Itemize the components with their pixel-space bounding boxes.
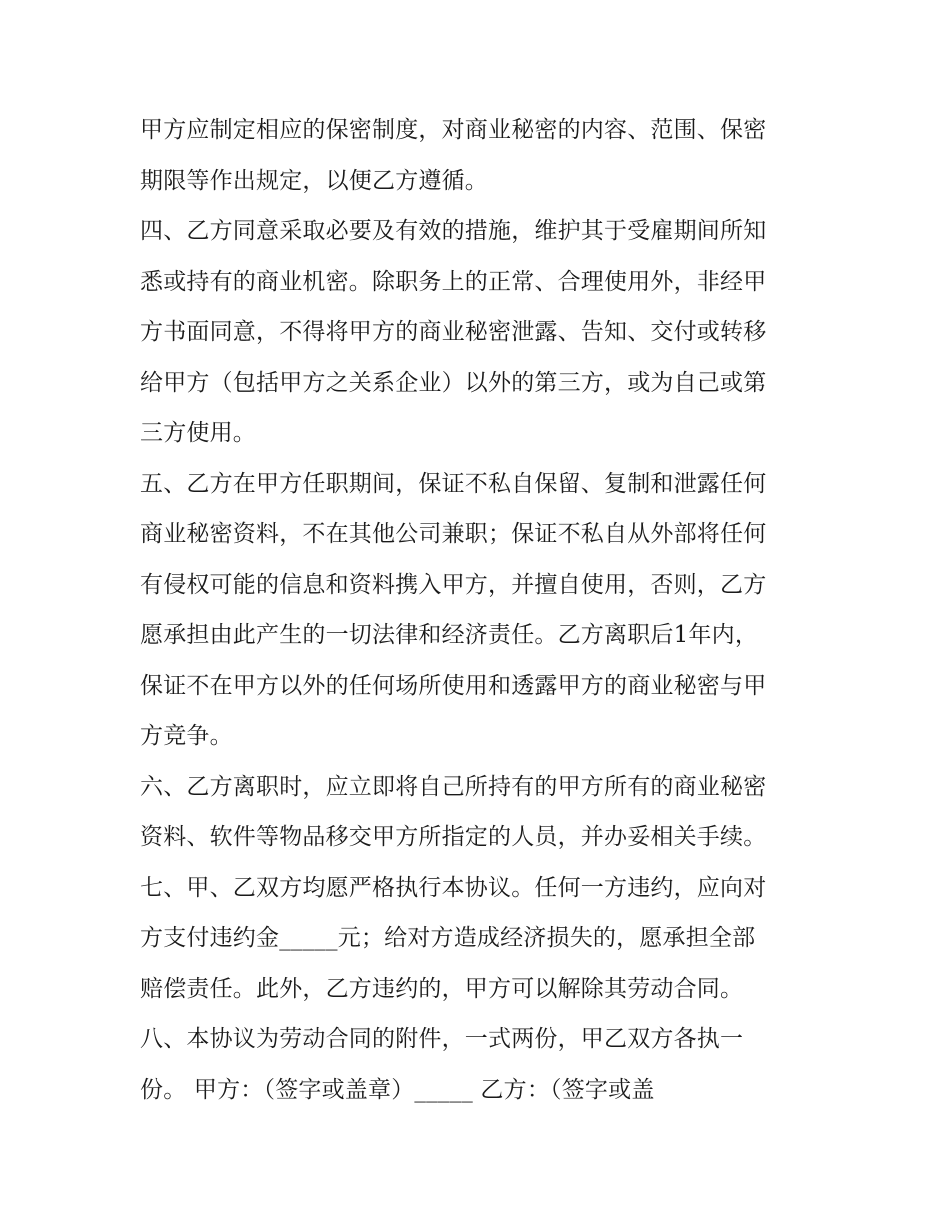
text-line: 八、本协议为劳动合同的附件，一式两份，甲乙双方各执一 (140, 1026, 744, 1052)
text-line: 资料、软件等物品移交甲方所指定的人员，并办妥相关手续。 (140, 824, 767, 850)
text-line: 甲方应制定相应的保密制度，对商业秘密的内容、范围、保密 (140, 117, 767, 143)
text-line: 五、乙方在甲方任职期间，保证不私自保留、复制和泄露任何 (140, 470, 767, 497)
text-line: 方竞争。 (140, 723, 233, 749)
text-line: 四、乙方同意采取必要及有效的措施，维护其于受雇期间所知 (140, 218, 767, 244)
text-line: 七、甲、乙双方均愿严格执行本协议。任何一方违约，应向对 (140, 874, 767, 901)
text-line: 方书面同意，不得将甲方的商业秘密泄露、告知、交付或转移 (140, 319, 767, 345)
text-line: 商业秘密资料，不在其他公司兼职；保证不私自从外部将任何 (140, 521, 767, 547)
text-line: 赔偿责任。此外，乙方违约的，甲方可以解除其劳动合同。 (140, 975, 744, 1002)
text-line: 期限等作出规定，以便乙方遵循。 (140, 167, 488, 194)
text-line: 份。 甲方：（签字或盖章）_____ 乙方：（签字或盖 (140, 1076, 655, 1103)
text-line: 方支付违约金_____元；给对方造成经济损失的，愿承担全部 (140, 925, 756, 951)
text-line: 三方使用。 (140, 420, 256, 446)
text-line: 愿承担由此产生的一切法律和经济责任。乙方离职后1年内， (140, 622, 759, 648)
text-line: 悉或持有的商业机密。除职务上的正常、合理使用外，非经甲 (140, 268, 767, 295)
text-line: 有侵权可能的信息和资料携入甲方，并擅自使用，否则，乙方 (140, 571, 767, 598)
text-line: 六、乙方离职时，应立即将自己所持有的甲方所有的商业秘密 (140, 773, 767, 800)
text-line: 保证不在甲方以外的任何场所使用和透露甲方的商业秘密与甲 (140, 672, 767, 699)
text-line: 给甲方（包括甲方之关系企业）以外的第三方，或为自己或第 (140, 369, 767, 396)
document-body (140, 105, 820, 1115)
